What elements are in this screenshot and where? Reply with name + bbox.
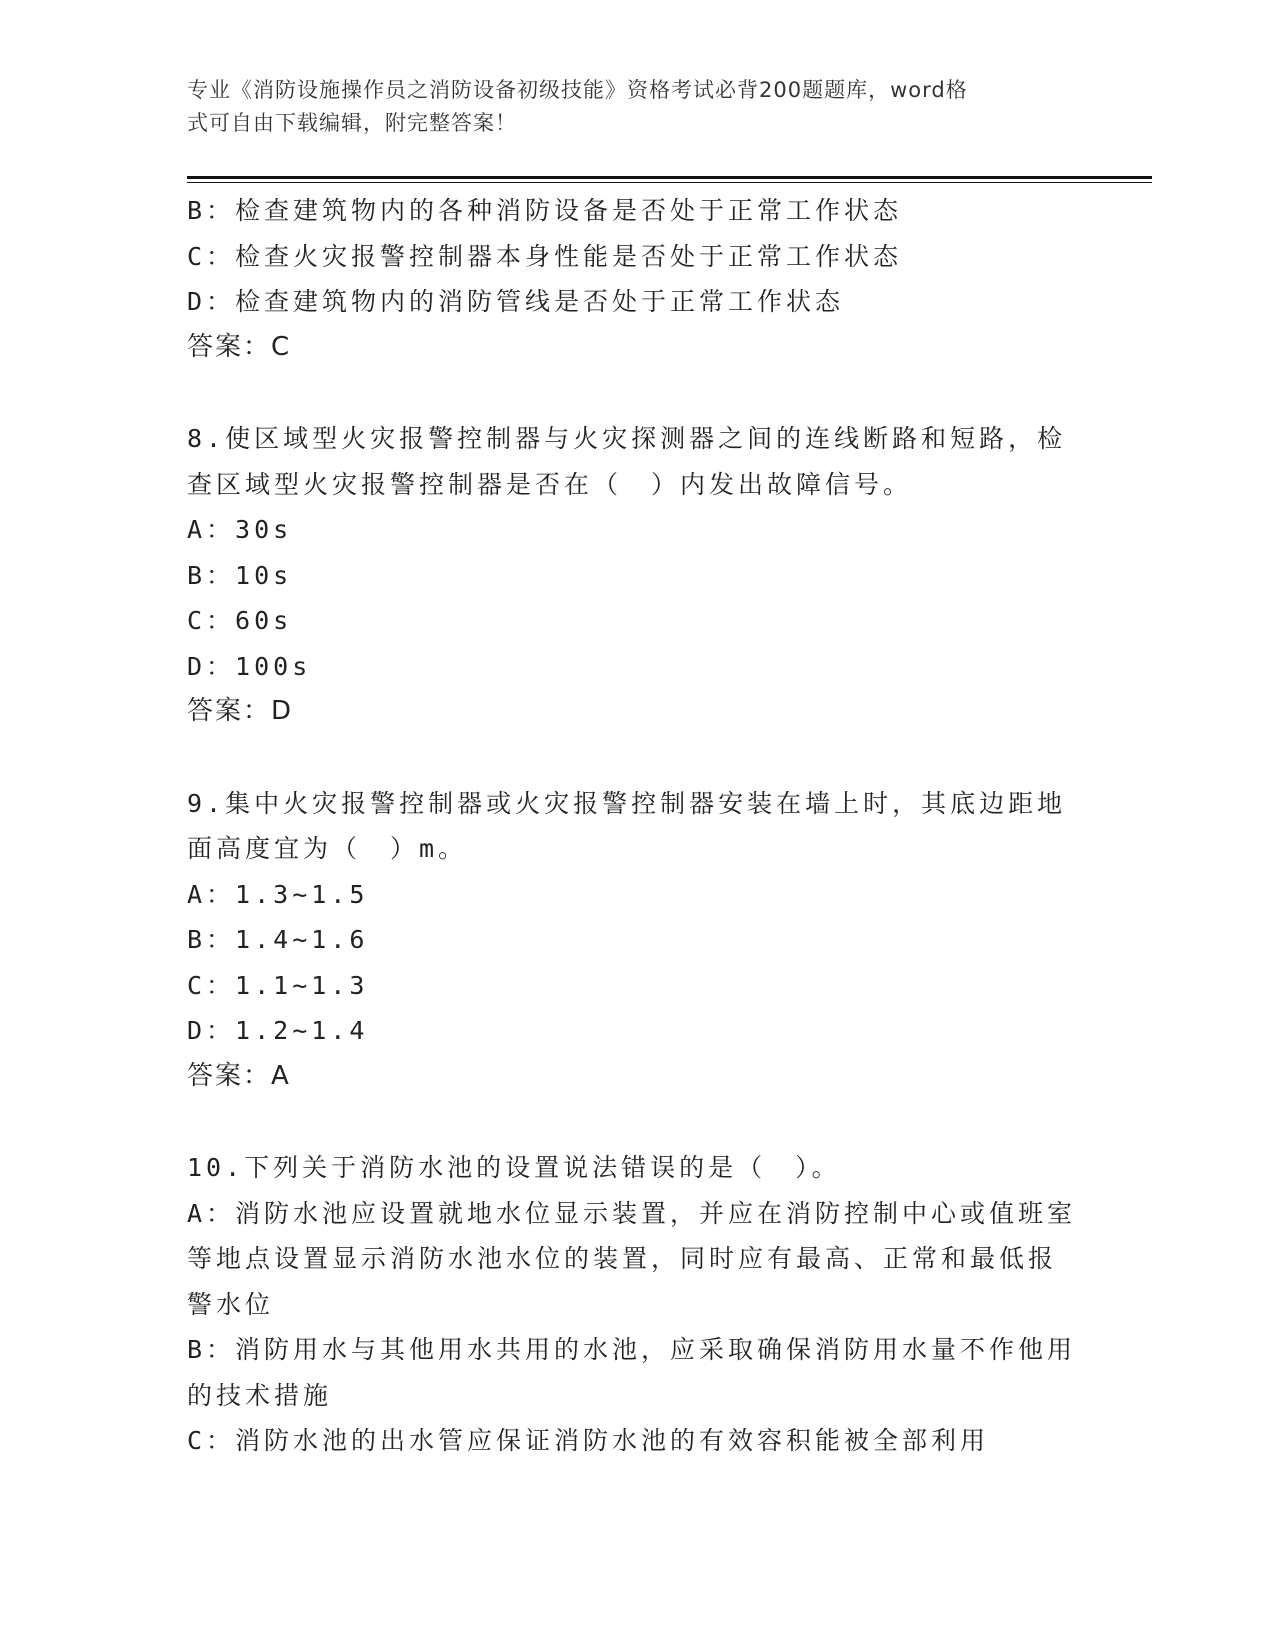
q10-option-b-line-1: B：消防用水与其他用水共用的水池，应采取确保消防用水量不作他用 <box>187 1335 1077 1364</box>
q9-stem-line-1: 9.集中火灾报警控制器或火灾报警控制器安装在墙上时，其底边距地 <box>187 788 1067 818</box>
q8-stem-line-2: 查区域型火灾报警控制器是否在（ ）内发出故障信号。 <box>187 469 913 499</box>
q9-option-d: D：1.2~1.4 <box>187 1016 369 1045</box>
q10-option-a-line-3: 警水位 <box>187 1289 275 1319</box>
q9-answer: 答案：A <box>187 1060 291 1091</box>
q7-option-c: C：检查火灾报警控制器本身性能是否处于正常工作状态 <box>187 241 903 271</box>
q8-answer: 答案：D <box>187 696 294 726</box>
q10-option-b-line-2: 的技术措施 <box>187 1380 333 1410</box>
q9-option-c: C：1.1~1.3 <box>187 970 369 1000</box>
spacer <box>187 1099 1087 1145</box>
q10-option-c: C：消防水池的出水管应保证消防水池的有效容积能被全部利用 <box>187 1426 990 1455</box>
q8-option-c: C：60s <box>187 606 293 635</box>
header-divider-thin <box>187 182 1152 183</box>
question-8 <box>187 416 1087 735</box>
q7-option-b: B：检查建筑物内的各种消防设备是否处于正常工作状态 <box>187 196 903 225</box>
q7-option-d: D：检查建筑物内的消防管线是否处于正常工作状态 <box>187 287 845 316</box>
spacer <box>187 370 1087 416</box>
spacer <box>187 735 1087 781</box>
q10-stem: 10.下列关于消防水池的设置说法错误的是（ ）。 <box>187 1153 841 1182</box>
header-line-2: 式可自由下载编辑，附完整答案！ <box>187 111 517 135</box>
question-10 <box>187 1145 1087 1464</box>
q10-option-a-line-2: 等地点设置显示消防水池水位的装置，同时应有最高、正常和最低报 <box>187 1244 1058 1273</box>
question-9 <box>187 781 1087 1100</box>
q8-option-d: D：100s <box>187 651 312 681</box>
q8-stem-line-1: 8.使区域型火灾报警控制器与火灾探测器之间的连线断路和短路，检 <box>187 424 1067 453</box>
q9-option-b: B：1.4~1.6 <box>187 925 369 954</box>
header-divider-thick <box>187 176 1152 179</box>
q8-option-a: A：30s <box>187 515 293 544</box>
header-line-1: 专业《消防设施操作员之消防设备初级技能》资格考试必背200题题库，word格 <box>187 78 968 102</box>
q9-option-a: A：1.3~1.5 <box>187 879 369 909</box>
document-header <box>187 74 1067 140</box>
question-7 <box>187 188 1087 370</box>
q7-answer: 答案：C <box>187 331 292 362</box>
q10-option-a-line-1: A：消防水池应设置就地水位显示装置，并应在消防控制中心或值班室 <box>187 1198 1077 1228</box>
q9-stem-line-2: 面高度宜为（ ）m。 <box>187 834 468 863</box>
q8-option-b: B：10s <box>187 560 293 590</box>
question-content <box>187 188 1087 1464</box>
